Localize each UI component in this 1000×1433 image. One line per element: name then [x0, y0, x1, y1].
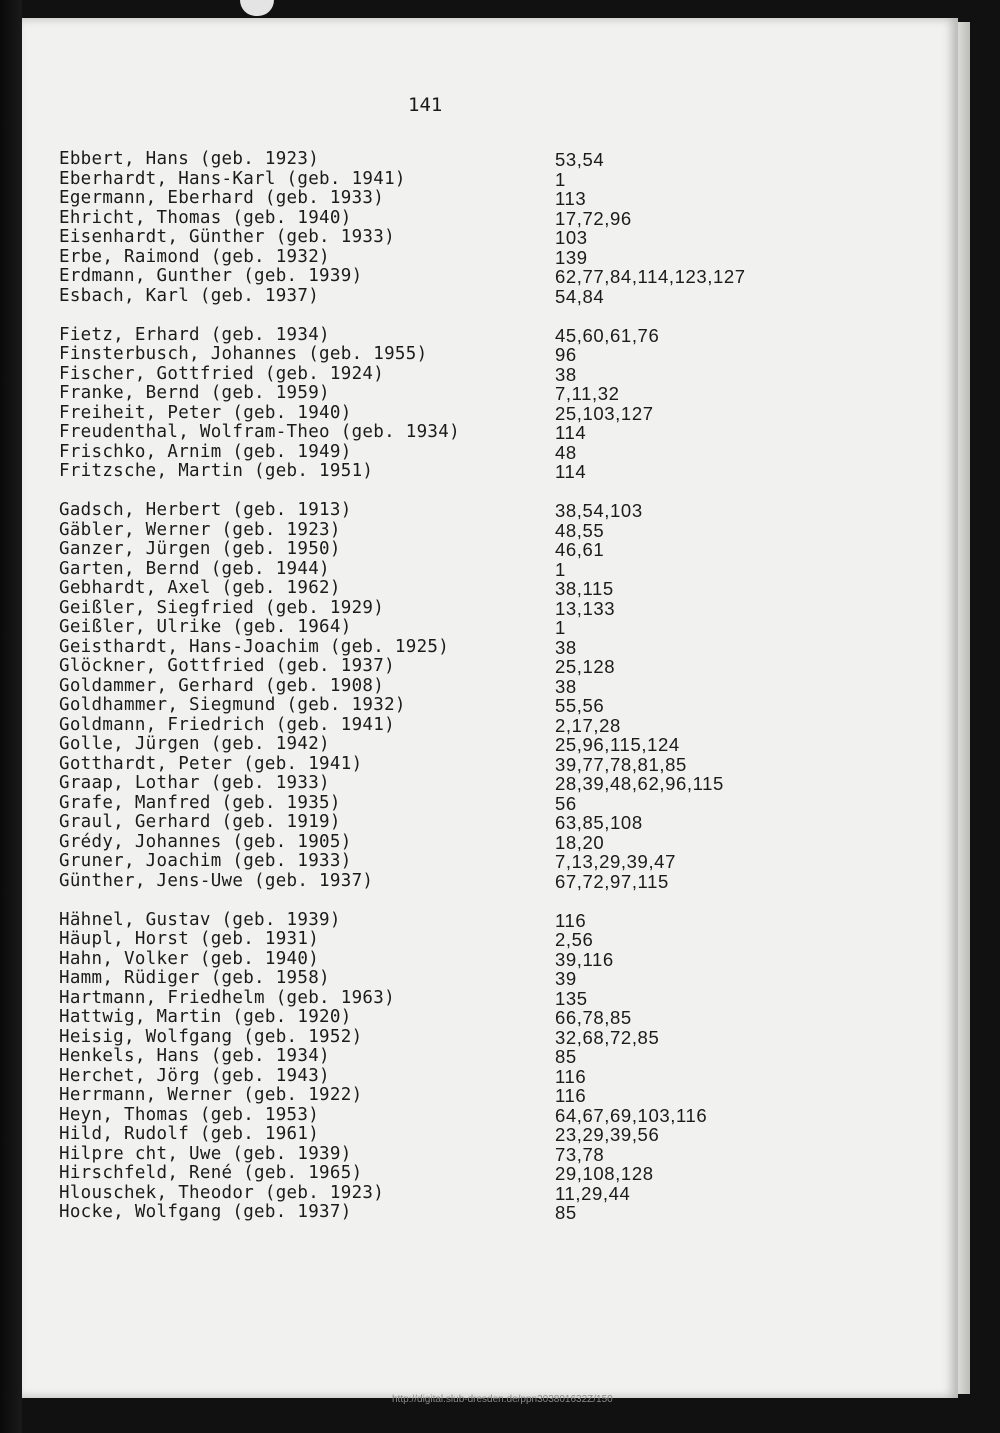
- index-entry: [59, 228, 939, 248]
- entry-name: Günther, Jens-Uwe (geb. 1937): [59, 870, 374, 891]
- entry-pages: 96: [555, 344, 577, 365]
- entry-pages: 7,13,29,39,47: [555, 851, 676, 872]
- entry-name: Hamm, Rüdiger (geb. 1958): [59, 968, 330, 988]
- index-entry: [59, 501, 939, 521]
- entry-pages: 39,116: [555, 948, 614, 970]
- index-entries: [59, 150, 939, 1242]
- entry-pages: 135: [555, 987, 588, 1009]
- entry-pages: 55,56: [555, 695, 605, 716]
- entry-name: Grafe, Manfred (geb. 1935): [59, 792, 341, 813]
- entry-name: Hähnel, Gustav (geb. 1939): [59, 909, 341, 930]
- index-entry: [59, 735, 939, 755]
- entry-name: Gruner, Joachim (geb. 1933): [59, 851, 352, 871]
- entry-name: Goldhammer, Siegmund (geb. 1932): [59, 695, 406, 715]
- entry-name: Heyn, Thomas (geb. 1953): [59, 1104, 320, 1125]
- entry-pages: 38: [555, 675, 577, 697]
- entry-name: Fritzsche, Martin (geb. 1951): [59, 461, 374, 481]
- entry-pages: 56: [555, 792, 577, 814]
- entry-pages: 139: [555, 246, 588, 268]
- entry-pages: 1: [555, 168, 566, 190]
- index-entry: [59, 872, 939, 892]
- entry-pages: 38: [555, 363, 577, 385]
- entry-name: Esbach, Karl (geb. 1937): [59, 285, 320, 306]
- index-entry: [59, 794, 939, 814]
- entry-pages: 11,29,44: [555, 1182, 631, 1204]
- index-entry: [59, 638, 939, 658]
- index-entry: [59, 618, 939, 638]
- index-entry: [59, 540, 939, 560]
- entry-pages: 48: [555, 441, 577, 463]
- entry-pages: 38: [555, 636, 577, 658]
- index-entry: [59, 716, 939, 736]
- index-entry: [59, 443, 939, 463]
- index-entry: [59, 657, 939, 677]
- entry-name: Fietz, Erhard (geb. 1934): [59, 324, 330, 345]
- entry-pages: 7,11,32: [555, 383, 620, 404]
- entry-pages: 116: [555, 1065, 587, 1087]
- entry-pages: 25,96,115,124: [555, 734, 680, 755]
- entry-name: Grédy, Johannes (geb. 1905): [59, 831, 352, 852]
- entry-name: Franke, Bernd (geb. 1959): [59, 383, 330, 403]
- entry-pages: 73,78: [555, 1143, 605, 1165]
- entry-name: Frischko, Arnim (geb. 1949): [59, 441, 352, 462]
- entry-name: Geisthardt, Hans-Joachim (geb. 1925): [59, 636, 450, 657]
- entry-pages: 39,77,78,81,85: [555, 753, 687, 775]
- entry-name: Hild, Rudolf (geb. 1961): [59, 1124, 320, 1144]
- index-entry: [59, 521, 939, 541]
- entry-pages: 13,133: [555, 597, 616, 619]
- entry-pages: 54,84: [555, 285, 605, 307]
- index-entry: [59, 1106, 939, 1126]
- entry-pages: 113: [555, 188, 587, 209]
- entry-pages: 39: [555, 968, 577, 989]
- entry-pages: 62,77,84,114,123,127: [555, 266, 746, 287]
- entry-name: Eberhardt, Hans-Karl (geb. 1941): [59, 168, 406, 189]
- entry-name: Freudenthal, Wolfram-Theo (geb. 1934): [59, 422, 460, 442]
- index-entry: [59, 1047, 939, 1067]
- index-entry: [59, 1008, 939, 1028]
- scan-frame-left: [0, 0, 22, 1433]
- entry-name: Goldammer, Gerhard (geb. 1908): [59, 675, 385, 696]
- entry-pages: 103: [555, 227, 588, 248]
- index-entry: [59, 1164, 939, 1184]
- entry-name: Fischer, Gottfried (geb. 1924): [59, 363, 385, 384]
- index-entry: [59, 1086, 939, 1106]
- index-section: [59, 150, 939, 306]
- index-entry: [59, 248, 939, 268]
- index-entry: [59, 1184, 939, 1204]
- index-entry: [59, 384, 939, 404]
- entry-pages: 1: [555, 617, 566, 638]
- entry-pages: 25,128: [555, 656, 616, 677]
- entry-pages: 38,54,103: [555, 500, 643, 521]
- entry-name: Gadsch, Herbert (geb. 1913): [59, 500, 352, 520]
- index-entry: [59, 579, 939, 599]
- entry-name: Hilpre cht, Uwe (geb. 1939): [59, 1143, 352, 1164]
- entry-pages: 66,78,85: [555, 1007, 632, 1028]
- entry-name: Eisenhardt, Günther (geb. 1933): [59, 227, 395, 247]
- index-entry: [59, 950, 939, 970]
- index-entry: [59, 677, 939, 697]
- index-entry: [59, 326, 939, 346]
- index-entry: [59, 911, 939, 931]
- entry-name: Glöckner, Gottfried (geb. 1937): [59, 656, 395, 676]
- entry-pages: 32,68,72,85: [555, 1026, 660, 1048]
- index-entry: [59, 560, 939, 580]
- entry-name: Herchet, Jörg (geb. 1943): [59, 1065, 330, 1086]
- entry-name: Hahn, Volker (geb. 1940): [59, 948, 320, 969]
- entry-name: Heisig, Wolfgang (geb. 1952): [59, 1026, 363, 1047]
- index-entry: [59, 774, 939, 794]
- entry-name: Graap, Lothar (geb. 1933): [59, 773, 330, 793]
- index-entry: [59, 1203, 939, 1223]
- entry-name: Ganzer, Jürgen (geb. 1950): [59, 539, 341, 559]
- index-entry: [59, 189, 939, 209]
- index-entry: [59, 209, 939, 229]
- entry-pages: 38,115: [555, 578, 614, 599]
- index-entry: [59, 696, 939, 716]
- entry-pages: 1: [555, 558, 566, 580]
- index-entry: [59, 1125, 939, 1145]
- entry-pages: 48,55: [555, 519, 605, 541]
- source-url: http://digital.slub-dresden.de/ppn303801632Z/150: [392, 1394, 613, 1405]
- index-entry: [59, 150, 939, 170]
- index-entry: [59, 423, 939, 443]
- index-section: [59, 501, 939, 891]
- entry-name: Golle, Jürgen (geb. 1942): [59, 734, 330, 754]
- entry-pages: 18,20: [555, 831, 605, 853]
- entry-pages: 2,56: [555, 929, 594, 950]
- entry-pages: 28,39,48,62,96,115: [555, 773, 724, 794]
- index-entry: [59, 852, 939, 872]
- entry-pages: 85: [555, 1046, 577, 1067]
- index-entry: [59, 345, 939, 365]
- entry-pages: 64,67,69,103,116: [555, 1104, 708, 1126]
- index-section: [59, 326, 939, 482]
- entry-pages: 29,108,128: [555, 1163, 654, 1184]
- index-entry: [59, 267, 939, 287]
- entry-name: Hocke, Wolfgang (geb. 1937): [59, 1202, 352, 1222]
- entry-name: Ehricht, Thomas (geb. 1940): [59, 207, 352, 228]
- index-entry: [59, 170, 939, 190]
- entry-name: Erdmann, Gunther (geb. 1939): [59, 266, 363, 286]
- entry-name: Graul, Gerhard (geb. 1919): [59, 812, 341, 832]
- entry-name: Hirschfeld, René (geb. 1965): [59, 1163, 363, 1183]
- entry-pages: 67,72,97,115: [555, 870, 669, 892]
- entry-name: Geißler, Ulrike (geb. 1964): [59, 617, 352, 637]
- entry-name: Hattwig, Martin (geb. 1920): [59, 1007, 352, 1027]
- entry-name: Hartmann, Friedhelm (geb. 1963): [59, 987, 395, 1008]
- entry-name: Garten, Bernd (geb. 1944): [59, 558, 330, 579]
- entry-name: Herrmann, Werner (geb. 1922): [59, 1085, 363, 1105]
- page-number: 141: [408, 94, 443, 116]
- entry-pages: 116: [555, 1085, 587, 1106]
- index-entry: [59, 1145, 939, 1165]
- entry-name: Ebbert, Hans (geb. 1923): [59, 149, 320, 169]
- index-entry: [59, 1028, 939, 1048]
- entry-pages: 85: [555, 1202, 577, 1223]
- entry-pages: 17,72,96: [555, 207, 632, 229]
- index-section: [59, 911, 939, 1223]
- entry-name: Goldmann, Friedrich (geb. 1941): [59, 714, 395, 735]
- index-entry: [59, 462, 939, 482]
- index-entry: [59, 930, 939, 950]
- entry-name: Häupl, Horst (geb. 1931): [59, 929, 320, 949]
- index-entry: [59, 404, 939, 424]
- entry-pages: 25,103,127: [555, 402, 654, 424]
- index-entry: [59, 365, 939, 385]
- index-entry: [59, 969, 939, 989]
- entry-name: Egermann, Eberhard (geb. 1933): [59, 188, 385, 208]
- entry-name: Geißler, Siegfried (geb. 1929): [59, 597, 385, 618]
- index-entry: [59, 989, 939, 1009]
- entry-pages: 23,29,39,56: [555, 1124, 660, 1145]
- entry-name: Gebhardt, Axel (geb. 1962): [59, 578, 341, 598]
- entry-pages: 63,85,108: [555, 812, 643, 833]
- entry-name: Finsterbusch, Johannes (geb. 1955): [59, 344, 428, 364]
- binding-hole: [240, 0, 274, 16]
- entry-pages: 45,60,61,76: [555, 324, 660, 346]
- index-entry: [59, 599, 939, 619]
- entry-pages: 2,17,28: [555, 714, 621, 736]
- index-entry: [59, 813, 939, 833]
- entry-name: Henkels, Hans (geb. 1934): [59, 1046, 330, 1066]
- entry-pages: 53,54: [555, 149, 605, 170]
- entry-name: Gäbler, Werner (geb. 1923): [59, 519, 341, 540]
- entry-pages: 116: [555, 909, 587, 931]
- index-entry: [59, 1067, 939, 1087]
- entry-name: Gotthardt, Peter (geb. 1941): [59, 753, 363, 774]
- entry-pages: 46,61: [555, 539, 605, 560]
- entry-name: Freiheit, Peter (geb. 1940): [59, 402, 352, 423]
- index-entry: [59, 755, 939, 775]
- index-entry: [59, 287, 939, 307]
- entry-pages: 114: [555, 422, 587, 443]
- index-entry: [59, 833, 939, 853]
- entry-name: Hlouschek, Theodor (geb. 1923): [59, 1182, 385, 1203]
- entry-pages: 114: [555, 461, 587, 482]
- entry-name: Erbe, Raimond (geb. 1932): [59, 246, 330, 267]
